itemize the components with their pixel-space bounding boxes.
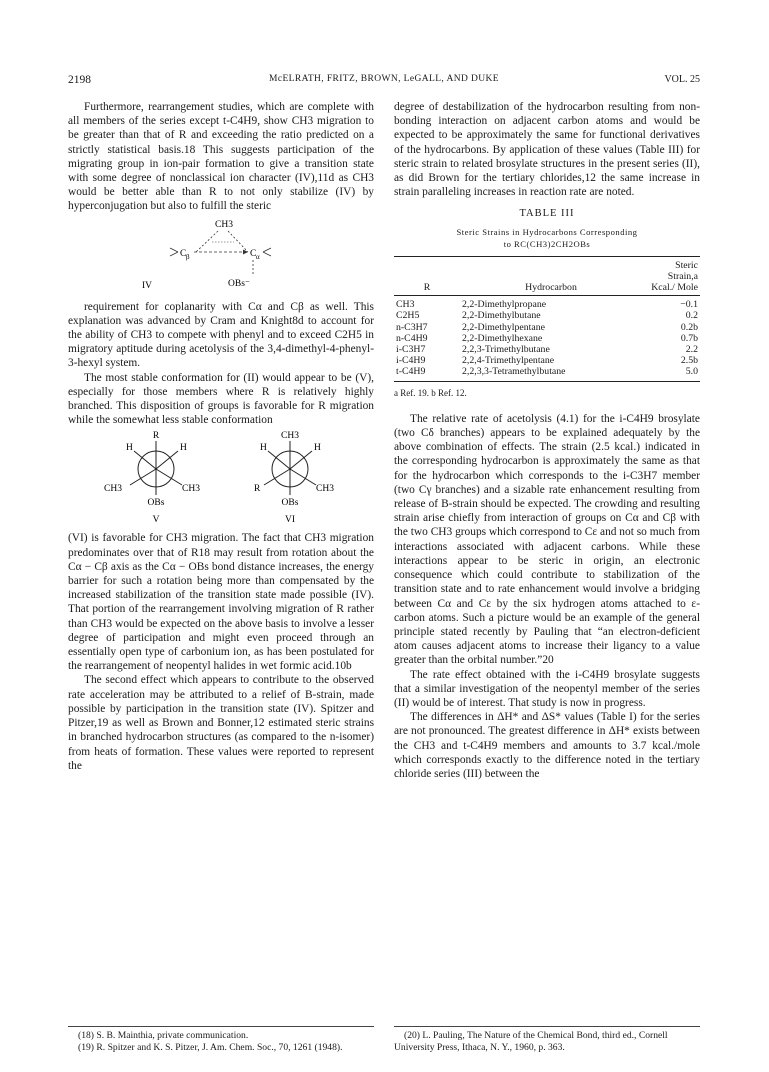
cell-strain: 0.7b (680, 332, 698, 344)
cell-r: i-C4H9 (396, 355, 426, 367)
cell-hydrocarbon: 2,2,3-Trimethylbutane (462, 344, 550, 356)
newman-vi-top: CH3 (281, 431, 299, 442)
table-row (394, 322, 700, 333)
running-header (68, 74, 700, 90)
volume-label: VOL. 25 (664, 74, 700, 85)
left-paragraph-4: (VI) is favorable for CH3 migration. The fact that CH3 migration predominates over that of R18 may result from rotation about the Cα − Cβ axis as the Cα − OBs bond distance increases, the energy barrier for such a rotation being more than compensated by the increased stabilization of the transition state made possible (IV). That portion of the rearrangement involving migration of R rather than CH3 would be expected on the above basis to involve a lesser degree of participation and might even proceed through an essentially open type of carbonium ion, as has been postulated for the rearrangement of neopentyl halides in wet formic acid.10b (68, 532, 374, 673)
cell-hydrocarbon: 2,2-Dimethylpropane (462, 299, 547, 311)
table-row (394, 344, 700, 355)
newman-v-lower-right: CH3 (182, 484, 200, 495)
cell-hydrocarbon: 2,2,3,3-Tetramethylbutane (460, 366, 642, 381)
table-row (394, 366, 700, 381)
cell-r: C2H5 (396, 310, 420, 322)
structure-iv-label: IV (142, 280, 153, 291)
newman-v-upper-left: H (126, 443, 133, 454)
cell-r: CH3 (396, 299, 415, 311)
cell-r: n-C3H7 (396, 321, 428, 333)
left-paragraph-1: Furthermore, rearrangement studies, which are complete with all members of the series except t-C4H9, show CH3 migration to be greater than that of R and exceeding the ratio predicted on a strictly statistical basis.18 This suggests participation of the migrating group in ion-pair formation to give a transition state with some degree of nonclassical ion character (IV),11d as CH3 would be better able than R to not only stabilize (IV) by hyperconjugation but also to fulfill the steric (68, 101, 374, 213)
newman-vi-lower-left: R (254, 484, 261, 495)
right-column (394, 100, 700, 781)
structure-iv (68, 216, 374, 298)
cell-strain: 2.2 (685, 344, 698, 356)
table-caption-line-1: Steric Strains in Hydrocarbons Corresponding (456, 226, 638, 237)
cell-strain: 0.2b (680, 321, 698, 333)
newman-v (104, 431, 200, 525)
right-paragraph-3: The rate effect obtained with the i-C4H9 brosylate suggests that a similar investigation of the neopentyl member of the series (II) would be of interest. That study is now in progress. (394, 668, 700, 709)
table-caption (394, 226, 700, 250)
right-paragraph-1: degree of destabilization of the hydrocarbon resulting from non-bonding interaction on adjacent carbon atoms and would be expected to be approximately the same for functional derivatives of the hydrocarbons. By application of these values (Table III) for steric strain to related brosylate structures in the present series (II), as did Brown for the tertiary chlorides,12 the same increase in strain paralleling increases in reaction rate are noted. (394, 101, 700, 199)
strain-table (394, 256, 700, 382)
structure-iv-top-label: CH3 (215, 219, 233, 230)
table-row (394, 355, 700, 366)
structure-iv-c-alpha: C (250, 248, 257, 259)
newman-v-top: R (152, 431, 160, 442)
structure-iv-c-beta: C (180, 248, 187, 259)
cell-strain: 0.2 (685, 310, 698, 322)
cell-r: t-C4H9 (394, 366, 460, 381)
cell-strain: −0.1 (680, 299, 698, 311)
newman-vi (254, 431, 334, 525)
page-number: 2198 (68, 74, 91, 86)
cell-r: n-C4H9 (396, 332, 428, 344)
newman-vi-label: VI (284, 515, 296, 526)
table-notes: a Ref. 19. b Ref. 12. (394, 387, 467, 398)
left-paragraph-2: requirement for coplanarity with Cα and Cβ as well. This explanation was advanced by Cram and Knight8d to account for the ability of CH3 to compete with phenyl and to exceed C2H5 in migratory aptitude during acetolysis of the 3,4-dimethyl-4-phenyl-3-hexyl system. (68, 300, 374, 370)
newman-vi-upper-right: H (314, 443, 321, 454)
table-caption-line-2: to RC(CH3)2CH2OBs (503, 238, 591, 249)
table-iii (394, 207, 700, 399)
table-row (394, 310, 700, 321)
running-authors: McELRATH, FRITZ, BROWN, LeGALL, AND DUKE (269, 74, 499, 84)
structure-iv-c-beta-sub: β (186, 252, 190, 261)
left-footnotes (68, 1022, 374, 1054)
right-paragraph-4: The differences in ΔH* and ΔS* values (Table I) for the series are not pronounced. The greatest difference in ΔH* exists between the CH3 and t-C4H9 members and amounts to 3.7 kcal./mole which corresponds exactly to the difference noted in the tertiary chloride series (III) between the (394, 711, 700, 780)
newman-v-upper-right: H (180, 443, 187, 454)
right-paragraph-2: The relative rate of acetolysis (4.1) for the i-C4H9 brosylate (two Cδ branches) appears to be explained adequately by the above combination of effects. The strain (2.5 kcal.) indicated in the corresponding hydrocarbon is approximately the same as that for the hydrocarbon which corresponds to the i-C3H7 member (two Cγ branches) and a sizable rate enhancement resulting from release of B-strain should be expected. The crowding and resulting strain arise chiefly from interaction of groups on Cα and Cβ with the two CH3 groups which correspond to Cε and not so much from interactions associated with adjacent carbons. While these interactions appear to be steric in origin, an electronic consequence which could contribute to stabilization of the transition state and to rate enhancement would involve a bridging between Cα and Cε by the six hydrogen atoms attached to ε-carbon atoms. Such a picture would be an example of the general principle stated recently by Pauling that “an electron-deficient atom causes adjacent atoms to increase their ligancy to a value greater than the orbital number.”20 (394, 412, 700, 667)
newman-vi-upper-left: H (260, 443, 267, 454)
footnote-20: (20) L. Pauling, The Nature of the Chemical Bond, third ed., Cornell University Press, Ithaca, N. Y., 1960, p. 363. (394, 1030, 668, 1053)
cell-hydrocarbon: 2,2,4-Trimethylpentane (462, 355, 555, 367)
cell-strain: 2.5b (680, 355, 698, 367)
cell-strain: 5.0 (642, 366, 700, 381)
structure-iv-c-alpha-sub: α (256, 252, 260, 261)
newman-vi-lower-right: CH3 (316, 484, 334, 495)
footnote-18: (18) S. B. Mainthia, private communication. (78, 1030, 249, 1041)
newman-vi-bottom: OBs (281, 498, 299, 509)
newman-v-lower-left: CH3 (104, 484, 122, 495)
newman-projections (68, 429, 374, 529)
table-row (394, 333, 700, 344)
header-r: R (394, 256, 460, 296)
cell-r: i-C3H7 (396, 344, 426, 356)
newman-v-label: V (152, 515, 160, 526)
left-paragraph-3: The most stable conformation for (II) would appear to be (V), especially for those members where R is relatively highly branched. This disposition of groups is favorable for R migration while the somewhat less stable conformation (68, 371, 374, 427)
cell-hydrocarbon: 2,2-Dimethylbutane (462, 310, 541, 322)
left-paragraph-5: The second effect which appears to contribute to the observed rate acceleration may be attributed to a relief of B-strain, made possible by participation in the transition state (IV). Spitzer and Pitzer,19 as well as Brown and Bonner,12 estimated steric strains in branched hydrocarbon structures (as compared to the n-isomer) from heats of formation. These values were reported to represent the (68, 674, 374, 772)
cell-hydrocarbon: 2,2-Dimethylpentane (462, 321, 545, 333)
header-strain: Steric Strain,a Kcal./ Mole (642, 256, 700, 296)
header-hydrocarbon: Hydrocarbon (460, 256, 642, 296)
right-footnotes (394, 1022, 700, 1054)
footnote-19: (19) R. Spitzer and K. S. Pitzer, J. Am. Chem. Soc., 70, 1261 (1948). (78, 1041, 343, 1053)
left-column (68, 100, 374, 773)
table-row (394, 296, 700, 311)
structure-iv-obs: OBs⁻ (228, 278, 250, 289)
newman-v-bottom: OBs (147, 498, 165, 509)
cell-hydrocarbon: 2,2-Dimethylhexane (462, 332, 543, 344)
table-title: TABLE III (519, 208, 575, 220)
